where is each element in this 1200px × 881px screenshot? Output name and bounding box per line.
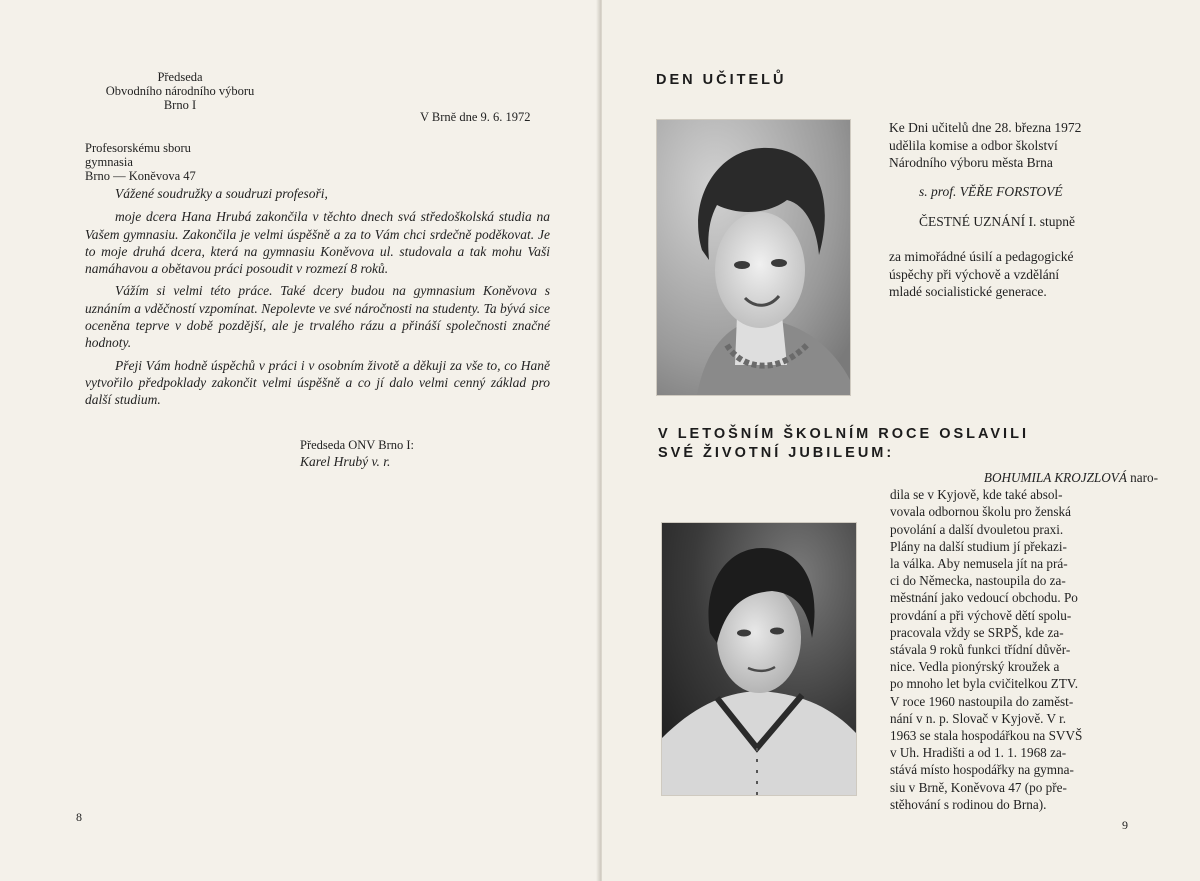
award-text (889, 119, 1189, 172)
award-recipient: s. prof. VĚŘE FORSTOVÉ (919, 184, 1063, 199)
bio-line: stávala 9 roků funkci třídní důvěr- (890, 642, 1071, 658)
bio-line: povolání a další dvouletou praxi. (890, 521, 1064, 537)
award-line: Ke Dni učitelů dne 28. března 1972 (889, 120, 1082, 135)
bio-line: ci do Německa, nastoupila do za- (890, 573, 1066, 589)
bio-line: po mnoho let byla cvičitelkou ZTV. (890, 676, 1079, 692)
bio-line: nání v n. p. Slovač v Kyjově. V r. (890, 710, 1067, 726)
portrait-jubilarian-image (662, 523, 856, 795)
sender-block (80, 70, 280, 112)
salutation: Vážené soudružky a soudruzi profesoři, (115, 186, 328, 201)
award-reason-line: za mimořádné úsilí a pedagogické (889, 249, 1074, 264)
bio-line: vovala odbornou školu pro ženská (890, 504, 1071, 520)
award-reason-line: úspěchy při výchově a vzdělání (889, 266, 1060, 282)
bio-line: la válka. Aby nemusela jít na prá- (890, 556, 1068, 572)
recipient-line: Profesorskému sboru (85, 141, 191, 155)
heading-jubilee-line: V LETOŠNÍM ŠKOLNÍM ROCE OSLAVILI (658, 426, 1029, 442)
award-reason-line: mladé socialistické generace. (889, 284, 1047, 299)
portrait-photo-teacher (656, 119, 851, 396)
portrait-teacher-image (657, 120, 850, 395)
bio-line: provdání a při výchově dětí spolu- (890, 607, 1072, 623)
letter-body (85, 185, 550, 409)
recipient-line: Brno — Koněvova 47 (85, 169, 196, 183)
heading-jubilee-line: SVÉ ŽIVOTNÍ JUBILEUM: (658, 445, 895, 461)
letter-date: V Brně dne 9. 6. 1972 (420, 110, 531, 124)
award-reason (889, 248, 1189, 301)
sender-line: Obvodního národního výboru (105, 84, 255, 98)
recipient-line: gymnasia (85, 155, 133, 169)
left-page (0, 0, 598, 881)
sender-line: Brno I (163, 98, 197, 112)
bio-line: městnání jako vedoucí obchodu. Po (890, 590, 1078, 606)
heading-teachers-day: DEN UČITELŮ (656, 72, 787, 88)
bio-line: stěhování s rodinou do Brna). (890, 796, 1047, 812)
bio-line: 1963 se stala hospodářkou na SVVŠ (890, 728, 1083, 744)
bio-lines (890, 486, 1158, 813)
bio-first-line: naro- (1130, 470, 1158, 485)
heading-jubilee (658, 425, 1029, 463)
bio-line: pracovala vždy se SRPŠ, kde za- (890, 624, 1064, 640)
award-line: udělila komise a odbor školství (889, 137, 1058, 153)
bio-line: dila se v Kyjově, kde také absol- (890, 487, 1063, 503)
signature-name: Karel Hrubý v. r. (300, 454, 391, 469)
letter-paragraph: Přeji Vám hodně úspěchů v práci i v osobním životě a děkuji za vše to, co Haně vytvořilo předpoklady zakončit velmi úspěšně a co jí dalo velmi cenný základ pro další studium. (85, 357, 550, 408)
page-number-right: 9 (1122, 818, 1128, 832)
award-line: Národního výboru města Brna (889, 155, 1053, 170)
bio-line: V roce 1960 nastoupila do zaměst- (890, 693, 1074, 709)
bio-line: v Uh. Hradišti a od 1. 1. 1968 za- (890, 745, 1067, 761)
bio-line: Plány na další studium jí překazi- (890, 538, 1067, 554)
recipient-block (85, 141, 305, 183)
page-number-left: 8 (76, 810, 82, 824)
signature-title: Předseda ONV Brno I: (300, 438, 414, 452)
letter-paragraph: Vážím si velmi této práce. Také dcery budou na gymnasium Koněvova s uznáním a vděčností vzpomínat. Nepolevte ve své náročnosti na studenty. Ta bývá sice oceněna teprve v době pozdější, ale je trvalého rázu a přináší společnosti značné hodnoty. (85, 283, 550, 351)
award-title: ČESTNÉ UZNÁNÍ I. stupně (919, 214, 1075, 229)
sender-line: Předseda (157, 70, 203, 84)
bio-name: BOHUMILA KROJZLOVÁ (983, 470, 1127, 485)
portrait-photo-jubilarian (661, 522, 857, 796)
right-page (602, 0, 1200, 881)
bio-text (890, 469, 1158, 813)
letter-paragraph: moje dcera Hana Hrubá zakončila v těchto dnech svá středoškolská studia na Vašem gymnasiu. Zakončila je velmi úspěšně a za to Vám chci srdečně poděkovat. Je to moje druhá dcera, která na gymnasiu Koněvova ul. studovala a tak mohu Vaši namáhavou a obětavou práci posoudit v rozmezí 8 roků. (85, 209, 550, 277)
bio-line: stává místo hospodářky na gymna- (890, 762, 1074, 778)
bio-line: nice. Vedla pionýrský kroužek a (890, 659, 1060, 675)
bio-line: siu v Brně, Koněvova 47 (po pře- (890, 779, 1067, 795)
